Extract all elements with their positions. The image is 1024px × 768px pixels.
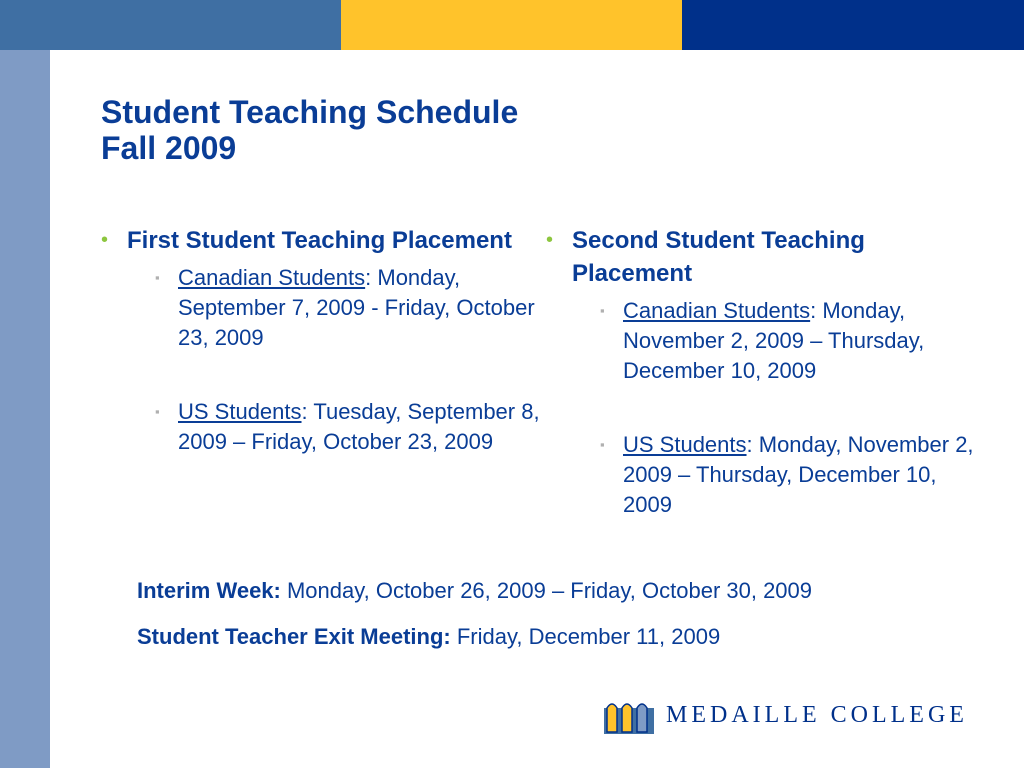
list-item — [153, 263, 541, 353]
square-bullet-icon: ▪ — [155, 270, 160, 285]
interim-week-label: Interim Week: — [137, 578, 281, 603]
bullet-icon: • — [546, 229, 554, 251]
canadian-students-label: Canadian Students — [623, 298, 811, 323]
square-bullet-icon: ▪ — [155, 404, 160, 419]
list-item — [153, 397, 541, 457]
bullet-icon: • — [101, 229, 109, 251]
us-students-dates: : Monday, November 2, 2009 – Thursday, December 10, 2009 — [623, 432, 974, 517]
medaille-college-logo-icon — [604, 696, 654, 734]
canadian-students-dates: : Monday, November 2, 2009 – Thursday, December 10, 2009 — [623, 298, 925, 383]
college-name: MEDAILLE COLLEGE — [666, 701, 968, 728]
first-placement-heading-text: First Student Teaching Placement — [127, 227, 512, 254]
exit-meeting-value: Friday, December 11, 2009 — [450, 624, 721, 649]
exit-meeting-label: Student Teacher Exit Meeting: — [137, 624, 451, 649]
title-line-2: Fall 2009 — [101, 130, 237, 166]
left-sidebar-stripe — [0, 50, 50, 768]
us-students-dates: : Tuesday, September 8, 2009 – Friday, October 23, 2009 — [178, 399, 540, 454]
slide-title — [101, 94, 801, 166]
interim-week-note — [137, 576, 812, 606]
second-placement-heading — [546, 224, 986, 290]
canadian-students-dates: : Monday, September 7, 2009 - Friday, October 23, 2009 — [178, 265, 535, 350]
square-bullet-icon: ▪ — [600, 437, 605, 452]
exit-meeting-note — [137, 622, 720, 652]
interim-week-value: Monday, October 26, 2009 – Friday, October 30, 2009 — [280, 578, 813, 603]
first-placement-column — [101, 224, 541, 457]
title-line-1: Student Teaching Schedule — [101, 94, 519, 130]
college-logo — [604, 696, 968, 734]
header-band-blue — [0, 0, 341, 50]
canadian-students-label: Canadian Students — [178, 265, 366, 290]
us-students-label: US Students — [178, 399, 302, 424]
first-placement-heading — [101, 224, 541, 257]
us-students-label: US Students — [623, 432, 747, 457]
square-bullet-icon: ▪ — [600, 303, 605, 318]
header-band-navy — [682, 0, 1024, 50]
list-item — [598, 296, 986, 386]
second-placement-column — [546, 224, 986, 520]
list-item — [598, 430, 986, 520]
header-band-gold — [341, 0, 682, 50]
second-placement-heading-text: Second Student Teaching Placement — [572, 227, 865, 287]
